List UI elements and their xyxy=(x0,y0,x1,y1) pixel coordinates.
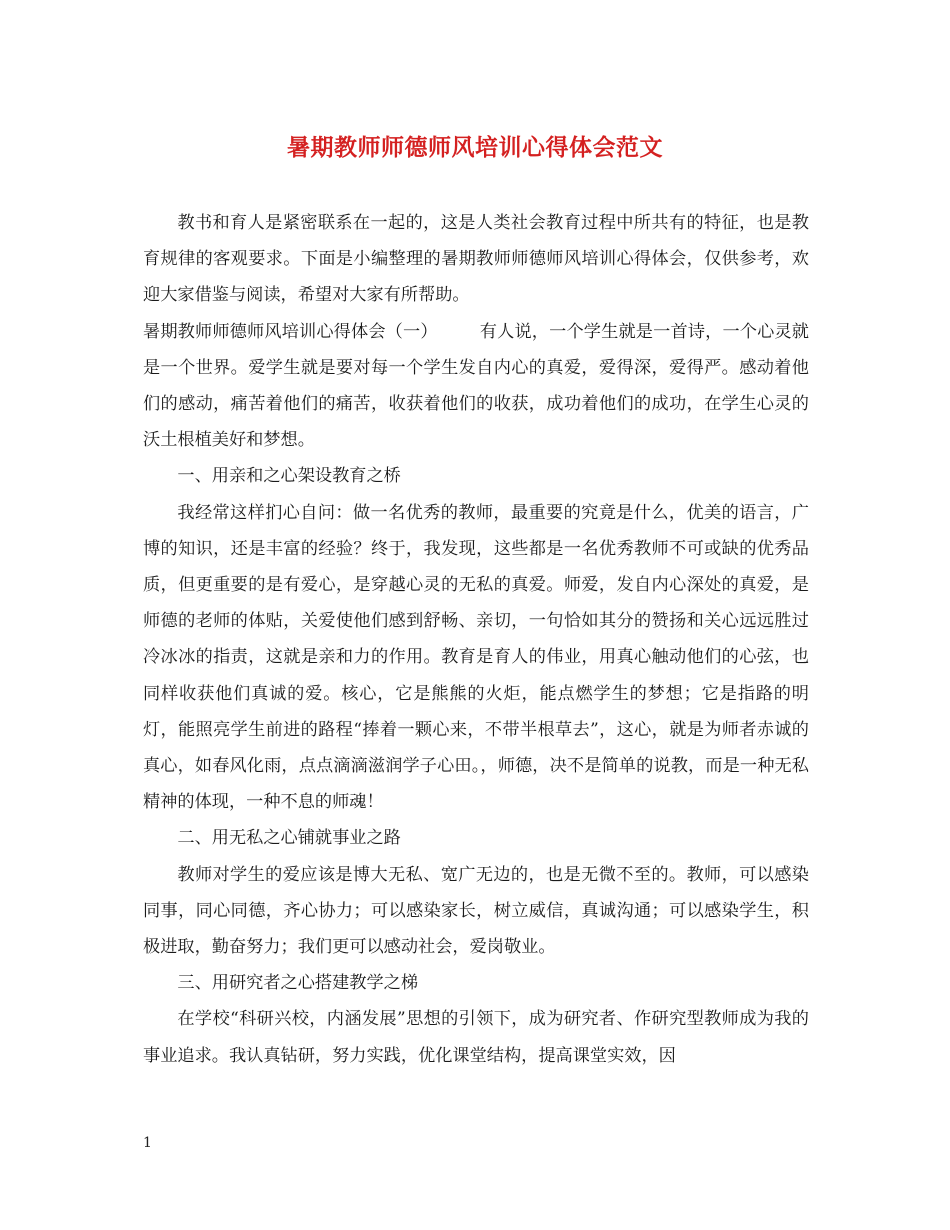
subtitle-paragraph xyxy=(143,314,809,459)
intro-paragraph: 教书和育人是紧密联系在一起的，这是人类社会教育过程中所共有的特征，也是教育规律的客观要求。下面是小编整理的暑期教师师德师风培训心得体会，仅供参考，欢迎大家借鉴与阅读，希望对大家有所帮助。 xyxy=(143,213,809,306)
document-body xyxy=(143,205,809,1074)
paragraph-1-text: 有人说，一个学生就是一首诗，一个心灵就是一个世界。爱学生就是要对每一个学生发自内心的真爱，爱得深，爱得严。感动着他们的感动，痛苦着他们的痛苦，收获着他们的收获，成功着他们的成功，在学生心灵的沃土根植美好和梦想。 xyxy=(143,321,809,451)
section-subtitle: 暑期教师师德师风培训心得体会（一） xyxy=(143,321,438,342)
section-heading-1: 一、用亲和之心架设教育之桥 xyxy=(177,466,401,487)
document-title: 暑期教师师德师风培训心得体会范文 xyxy=(287,134,663,161)
paragraph-2: 我经常这样扪心自问：做一名优秀的教师，最重要的究竟是什么，优美的语言，广博的知识，还是丰富的经验？终于，我发现，这些都是一名优秀教师不可或缺的优秀品质，但更重要的是有爱心，是穿越心灵的无私的真爱。师爱，发自内心深处的真爱，是师德的老师的体贴，关爱使他们感到舒畅、亲切，一句恰如其分的赞扬和关心远远胜过冷冰冰的指责，这就是亲和力的作用。教育是育人的伟业，用真心触动他们的心弦，也同样收获他们真诚的爱。核心，它是熊熊的火炬，能点燃学生的梦想；它是指路的明灯，能照亮学生前进的路程“捧着一颗心来，不带半根草去”，这心，就是为师者赤诚的真心，如春风化雨，点点滴滴滋润学子心田。，师德，决不是简单的说教，而是一种无私精神的体现，一种不息的师魂！ xyxy=(143,502,809,813)
section-heading-2: 二、用无私之心铺就事业之路 xyxy=(177,828,401,849)
paragraph-4: 在学校“科研兴校，内涵发展”思想的引领下，成为研究者、作研究型教师成为我的事业追求。我认真钻研，努力实践，优化课堂结构，提高课堂实效，因 xyxy=(143,1009,809,1066)
page-number: 1 xyxy=(143,1135,152,1151)
section-heading-3: 三、用研究者之心搭建教学之梯 xyxy=(177,973,419,994)
paragraph-3: 教师对学生的爱应该是博大无私、宽广无边的，也是无微不至的。教师，可以感染同事，同心同德，齐心协力；可以感染家长，树立威信，真诚沟通；可以感染学生，积极进取，勤奋努力；我们更可以感动社会，爱岗敬业。 xyxy=(143,864,809,958)
